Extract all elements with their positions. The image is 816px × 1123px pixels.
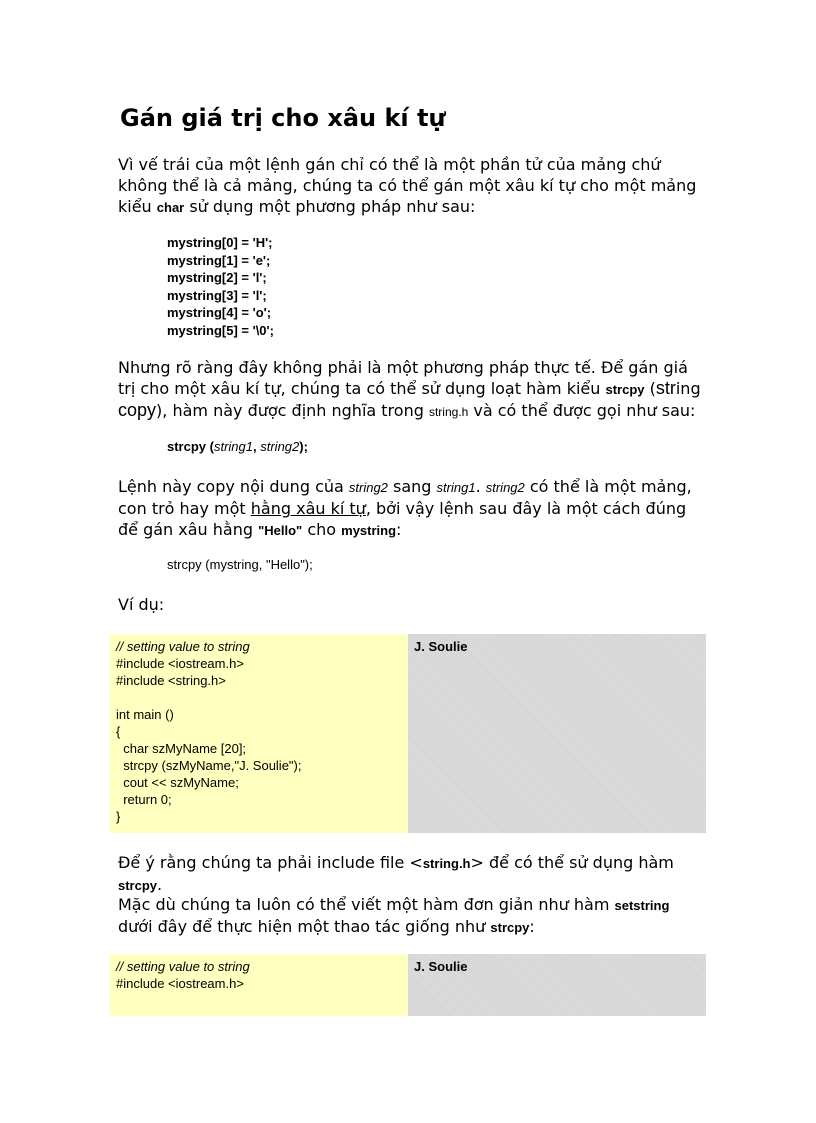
code-line: mystring[4] = 'o';	[167, 305, 272, 320]
example-code	[110, 954, 408, 1016]
code-line: #include <string.h>	[116, 673, 226, 688]
intro-paragraph: Vì vế trái của một lệnh gán chỉ có thể là một phần tử của mảng chứ không thể là cả mảng, chúng ta có thể gán một xâu kí tự cho một mảng kiểu char sử dụng một phương pháp như sau:	[118, 155, 697, 216]
page-title: Gán giá trị cho xâu kí tự	[120, 104, 446, 132]
code-line: #include <iostream.h>	[116, 976, 244, 991]
code-line: mystring[3] = 'l';	[167, 287, 267, 303]
setstring-paragraph: Mặc dù chúng ta luôn có thể viết một hàm đơn giản như hàm setstring dưới đây để thực hiện một thao tác giống như strcpy:	[118, 895, 670, 936]
code-line: mystring[2] = 'l';	[167, 270, 267, 285]
strcpy-paragraph: Nhưng rõ ràng đây không phải là một phương pháp thực tế. Để gán giá trị cho một xâu kí tự, chúng ta có thể sử dụng loạt hàm kiểu strcpy (string copy), hàm này được định nghĩa trong string.h và có thể được gọi như sau:	[118, 358, 701, 420]
string-constant-link[interactable]: hằng xâu kí tự	[250, 499, 366, 518]
code-line: {	[116, 724, 121, 739]
example-output: J. Soulie	[408, 954, 706, 1016]
code-line: cout << szMyName;	[116, 775, 239, 790]
example-code	[110, 634, 408, 833]
assignment-code-lines	[167, 234, 274, 339]
description-paragraph: Lệnh này copy nội dung của string2 sang string1. string2 có thể là một mảng, con trỏ hay một hằng xâu kí tự, bởi vậy lệnh sau đây là một cách đúng để gán xâu hằng "Hello" cho mystring:	[118, 477, 692, 539]
code-line: #include <iostream.h>	[116, 656, 244, 671]
code-line: // setting value to string	[116, 639, 250, 654]
code-line: // setting value to string	[116, 959, 250, 974]
code-line: }	[116, 809, 121, 824]
example-label: Ví dụ:	[118, 595, 165, 614]
example-output: J. Soulie	[408, 634, 706, 833]
strcpy-prototype: strcpy (string1, string2);	[167, 439, 308, 454]
example-box	[110, 634, 706, 833]
code-line: return 0;	[116, 792, 172, 807]
example-box-2	[110, 954, 706, 1016]
code-line: int main ()	[116, 707, 174, 722]
code-line: mystring[5] = '\0';	[167, 322, 274, 338]
code-line: mystring[0] = 'H';	[167, 235, 273, 250]
include-note-paragraph: Để ý rằng chúng ta phải include file <string.h> để có thể sử dụng hàm strcpy.	[118, 853, 674, 894]
code-line: char szMyName [20];	[116, 741, 247, 756]
code-line: strcpy (szMyName,"J. Soulie");	[116, 758, 302, 773]
strcpy-call-line: strcpy (mystring, "Hello");	[167, 557, 313, 572]
code-line	[116, 689, 402, 706]
code-line: mystring[1] = 'e';	[167, 252, 271, 268]
